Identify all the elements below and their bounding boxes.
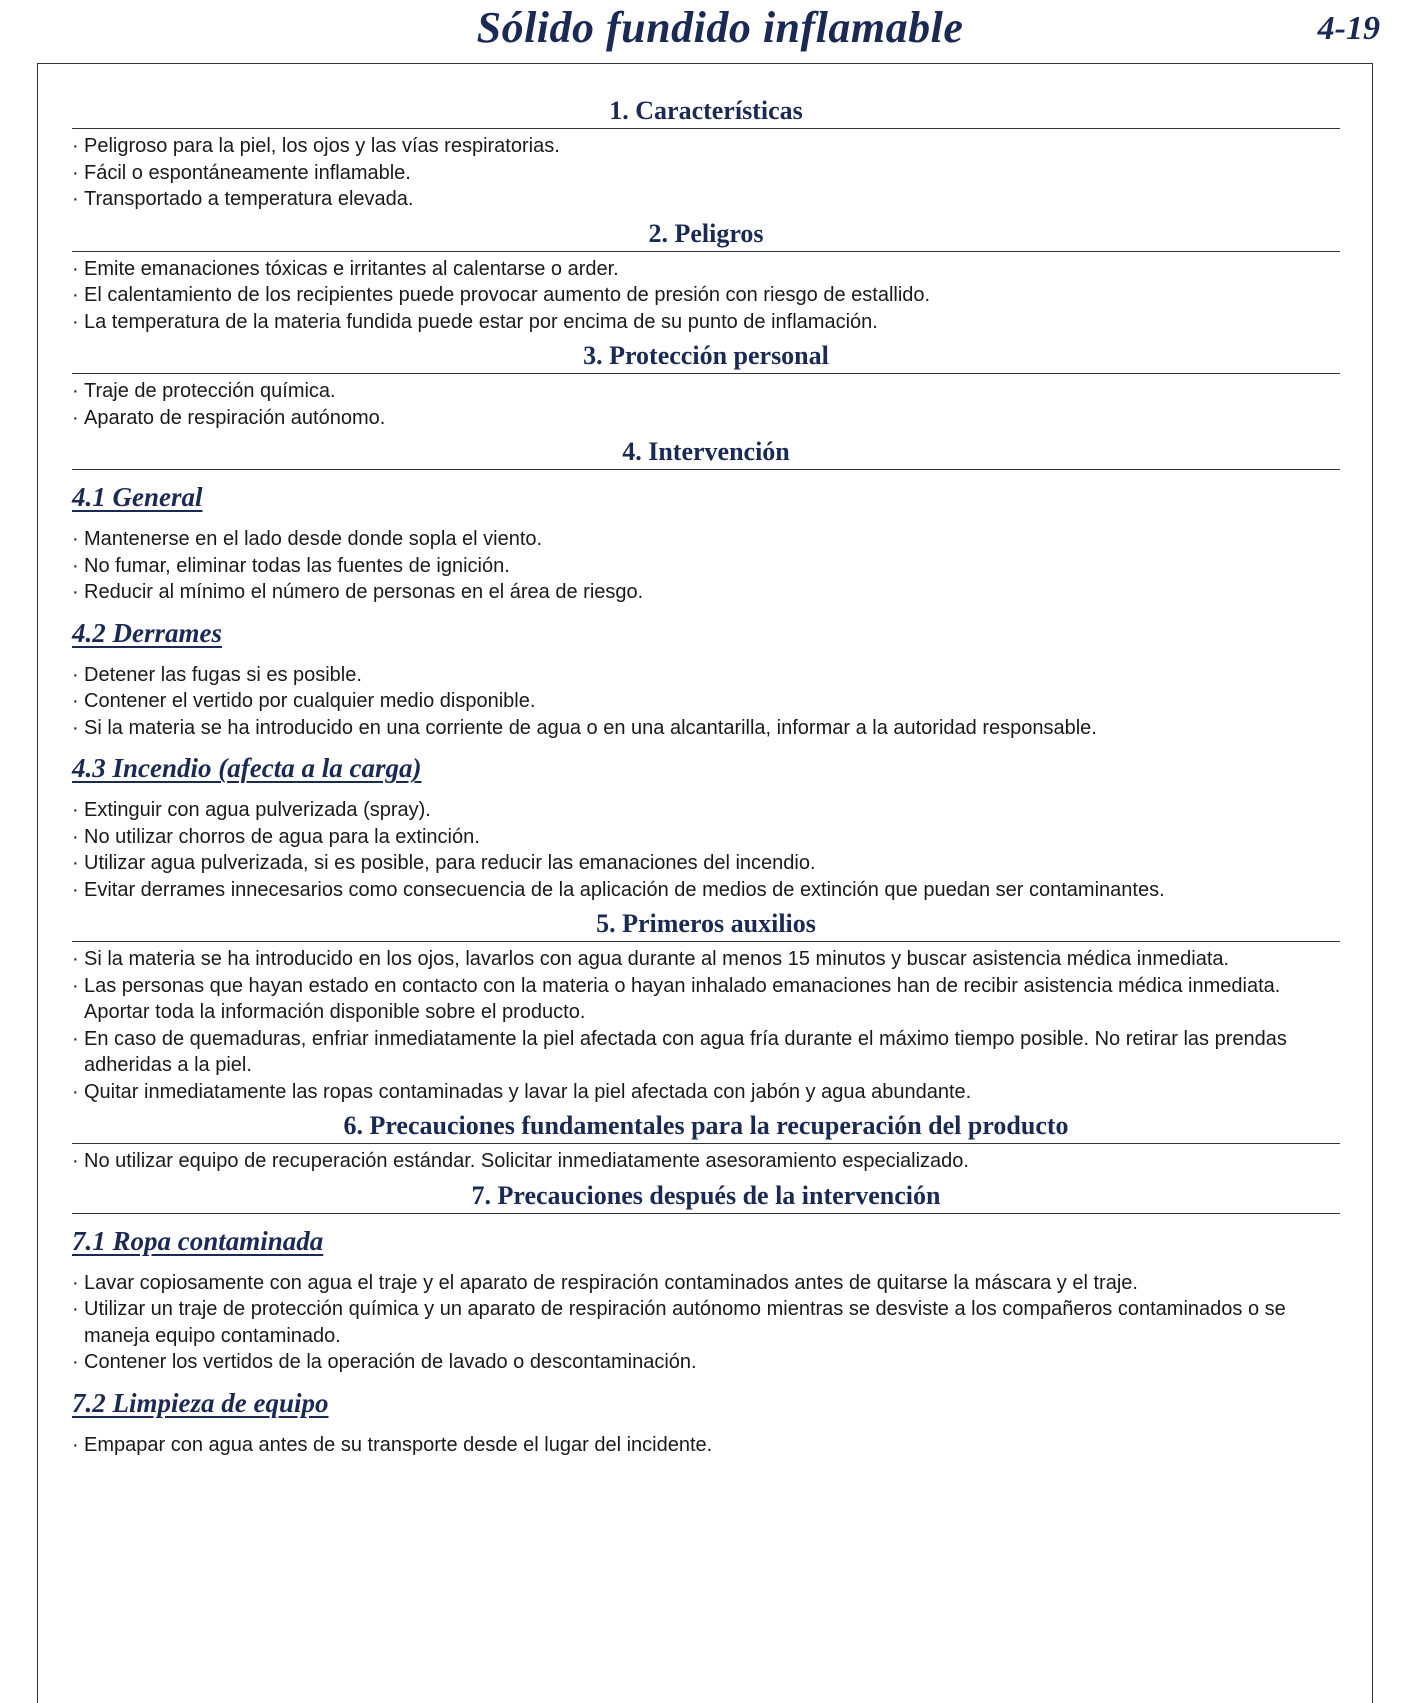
section-1: [72, 96, 1340, 213]
list-item: · Fácil o espontáneamente inflamable.: [72, 160, 1340, 187]
section-2: [72, 219, 1340, 336]
section-6: [72, 1111, 1340, 1175]
section-heading: 5. Primeros auxilios: [72, 909, 1340, 942]
list-item: · Traje de protección química.: [72, 378, 1340, 405]
list-item: · Quitar inmediatamente las ropas contaminadas y lavar la piel afectada con jabón y agua abundante.: [72, 1079, 1340, 1106]
page-title: Sólido fundido inflamable: [476, 3, 964, 52]
list-item: · Aparato de respiración autónomo.: [72, 405, 1340, 432]
subsection: [72, 616, 1340, 742]
section-heading: 2. Peligros: [72, 219, 1340, 252]
list-item: · Las personas que hayan estado en contacto con la materia o hayan inhalado emanaciones han de recibir asistencia médica inmediata. Aportar toda la información disponible sobre el producto.: [72, 973, 1340, 1026]
section-heading: 6. Precauciones fundamentales para la recuperación del producto: [72, 1111, 1340, 1144]
list-item: · No utilizar chorros de agua para la extinción.: [72, 824, 1340, 851]
list-item: · En caso de quemaduras, enfriar inmediatamente la piel afectada con agua fría durante el máximo tiempo posible. No retirar las prendas adheridas a la piel.: [72, 1026, 1340, 1079]
section-5: [72, 909, 1340, 1105]
item-list: [72, 1148, 1340, 1175]
section-heading: 1. Características: [72, 96, 1340, 129]
list-item: · Reducir al mínimo el número de personas en el área de riesgo.: [72, 579, 1340, 606]
item-list: [72, 378, 1340, 431]
list-item: · El calentamiento de los recipientes puede provocar aumento de presión con riesgo de estallido.: [72, 282, 1340, 309]
subsection: [72, 751, 1340, 903]
subsection-heading: 4.1 General: [72, 482, 203, 512]
list-item: · Mantenerse en el lado desde donde sopla el viento.: [72, 526, 1340, 553]
subsection-heading: 4.2 Derrames: [72, 617, 222, 648]
item-list: [72, 526, 1340, 606]
list-item: · La temperatura de la materia fundida puede estar por encima de su punto de inflamación.: [72, 309, 1340, 336]
list-item: · Utilizar un traje de protección química y un aparato de respiración autónomo mientras se desviste a los compañeros contaminados o se maneja equipo contaminado.: [72, 1296, 1340, 1349]
list-item: · Contener los vertidos de la operación de lavado o descontaminación.: [72, 1349, 1340, 1376]
section-heading: 3. Protección personal: [72, 341, 1340, 374]
item-list: [72, 1270, 1340, 1376]
subsection-heading: 7.1 Ropa contaminada: [72, 1225, 324, 1256]
list-item: · Detener las fugas si es posible.: [72, 662, 1340, 689]
item-list: [72, 946, 1340, 1105]
item-list: [72, 256, 1340, 336]
section-heading: 7. Precauciones después de la intervención: [72, 1181, 1340, 1214]
list-item: · No fumar, eliminar todas las fuentes de ignición.: [72, 553, 1340, 580]
item-list: [72, 662, 1340, 742]
subsection: [72, 1224, 1340, 1376]
subsection: [72, 1386, 1340, 1459]
list-item: · Empapar con agua antes de su transporte desde el lugar del incidente.: [72, 1432, 1340, 1459]
list-item: · No utilizar equipo de recuperación estándar. Solicitar inmediatamente asesoramiento especializado.: [72, 1148, 1340, 1175]
list-item: · Si la materia se ha introducido en una corriente de agua o en una alcantarilla, informar a la autoridad responsable.: [72, 715, 1340, 742]
subsection-heading: 4.3 Incendio (afecta a la carga): [72, 753, 422, 783]
list-item: · Si la materia se ha introducido en los ojos, lavarlos con agua durante al menos 15 minutos y buscar asistencia médica inmediata.: [72, 946, 1340, 973]
list-item: · Utilizar agua pulverizada, si es posible, para reducir las emanaciones del incendio.: [72, 850, 1340, 877]
list-item: · Emite emanaciones tóxicas e irritantes al calentarse o arder.: [72, 256, 1340, 283]
list-item: · Contener el vertido por cualquier medio disponible.: [72, 688, 1340, 715]
list-item: · Peligroso para la piel, los ojos y las vías respiratorias.: [72, 133, 1340, 160]
item-list: [72, 133, 1340, 213]
document-body: [72, 96, 1340, 1464]
list-item: · Lavar copiosamente con agua el traje y el aparato de respiración contaminados antes de quitarse la máscara y el traje.: [72, 1270, 1340, 1297]
section-3: [72, 341, 1340, 431]
subsection-heading: 7.2 Limpieza de equipo: [72, 1387, 329, 1418]
item-list: [72, 1432, 1340, 1459]
list-item: · Transportado a temperatura elevada.: [72, 186, 1340, 213]
list-item: · Extinguir con agua pulverizada (spray).: [72, 797, 1340, 824]
item-list: [72, 797, 1340, 903]
section-heading: 4. Intervención: [72, 437, 1340, 470]
subsection: [72, 480, 1340, 606]
list-item: · Evitar derrames innecesarios como consecuencia de la aplicación de medios de extinción que puedan ser contaminantes.: [72, 877, 1340, 904]
section-4: [72, 437, 1340, 903]
page-number: 4-19: [1317, 10, 1380, 47]
section-7: [72, 1181, 1340, 1459]
